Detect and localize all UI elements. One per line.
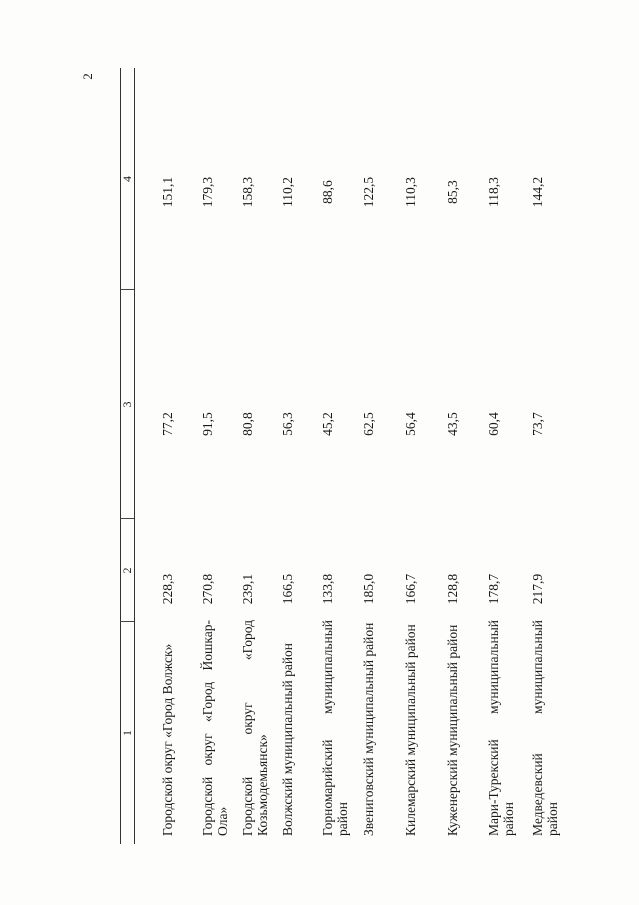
column-header-2: 2 <box>120 567 134 574</box>
row-value-col3: 56,3 <box>280 412 295 436</box>
row-value-col3: 80,8 <box>240 412 255 436</box>
row-value-col2: 228,3 <box>160 573 175 605</box>
row-value-col3: 56,4 <box>403 412 418 436</box>
row-value-col2: 185,0 <box>361 573 376 605</box>
row-value-col4: 110,3 <box>403 177 418 207</box>
row-name: Мари-Турекский муниципальный район <box>486 620 516 836</box>
row-name: Горномарийский муниципальный район <box>320 620 350 836</box>
row-name: Куженерский муниципальный район <box>445 624 460 836</box>
table-header-border <box>134 68 135 844</box>
row-value-col3: 45,2 <box>320 412 335 436</box>
row-value-col3: 77,2 <box>160 412 175 436</box>
rotated-page-content <box>120 68 584 844</box>
row-value-col2: 217,9 <box>530 573 545 605</box>
row-value-col4: 179,3 <box>200 176 215 208</box>
row-value-col4: 151,1 <box>160 176 175 208</box>
row-value-col3: 62,5 <box>361 412 376 436</box>
row-value-col2: 166,5 <box>280 573 295 605</box>
row-value-col4: 85,3 <box>445 180 460 204</box>
row-value-col2: 133,8 <box>320 573 335 605</box>
row-value-col2: 166,7 <box>403 573 418 605</box>
row-name: Волжский муниципальный район <box>280 642 295 836</box>
data-table <box>120 68 584 844</box>
row-name: Городской округ «Город Козьмодемьянск» <box>240 620 270 836</box>
row-name: Звениговский муниципальный район <box>361 622 376 836</box>
page-number: 2 <box>79 73 95 80</box>
column-header-3: 3 <box>120 401 134 408</box>
row-value-col3: 91,5 <box>200 412 215 436</box>
row-value-col4: 110,2 <box>280 177 295 207</box>
column-header-1: 1 <box>120 730 134 736</box>
row-value-col4: 158,3 <box>240 176 255 208</box>
row-value-col3: 60,4 <box>486 412 501 436</box>
row-name: Городской округ «Город Йошкар-Ола» <box>200 620 230 836</box>
row-name: Медведевский муниципальный район <box>530 620 560 836</box>
row-value-col2: 270,8 <box>200 573 215 605</box>
row-value-col4: 88,6 <box>320 180 335 204</box>
row-name: Городской округ «Город Волжск» <box>160 643 175 836</box>
row-value-col2: 239,1 <box>240 573 255 605</box>
row-value-col3: 43,5 <box>445 412 460 436</box>
row-name: Килемарский муниципальный район <box>403 624 418 836</box>
row-value-col4: 122,5 <box>361 176 376 208</box>
row-value-col4: 118,3 <box>486 177 501 207</box>
column-header-4: 4 <box>120 176 134 182</box>
row-value-col4: 144,2 <box>530 176 545 208</box>
row-value-col3: 73,7 <box>530 412 545 436</box>
row-value-col2: 128,8 <box>445 573 460 605</box>
row-value-col2: 178,7 <box>486 573 501 605</box>
